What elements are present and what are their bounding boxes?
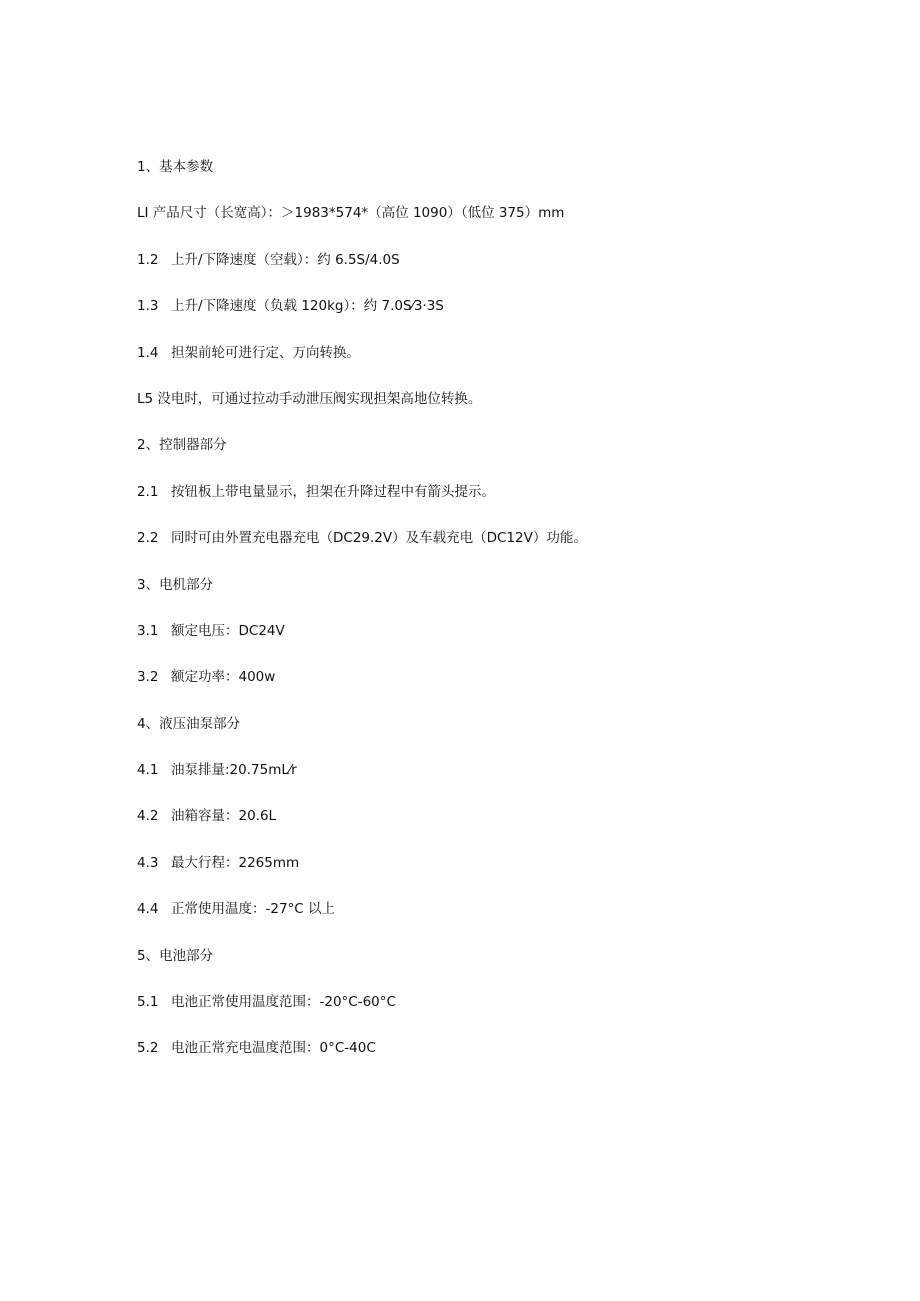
line-number: 2.2 [137,530,159,547]
line-text: 额定电压：DC24V [171,622,285,639]
line-text: 上升/下降速度（空载）：约 6.5S/4.0S [171,251,400,268]
line-text: 按钮板上带电量显示，担架在升降过程中有箭头提示。 [171,483,495,500]
line-number: 1.4 [137,344,159,361]
spec-line [137,621,837,667]
line-number: 5.2 [137,1040,159,1057]
line-number: 2.1 [137,483,159,500]
line-number: 1.2 [137,251,159,268]
spec-line [137,250,837,296]
line-number: 1.3 [137,298,159,315]
line-text: 3、电机部分 [137,576,214,593]
spec-line [137,853,837,899]
section-heading [137,575,837,621]
line-text: 最大行程：2265mm [171,854,300,871]
spec-line [137,899,837,945]
line-text: 额定功率：400w [171,669,276,686]
line-text: 电池正常使用温度范围：-20°C-60°C [171,994,396,1011]
spec-line [137,389,837,435]
section-heading [137,157,837,203]
spec-list [137,157,837,1085]
line-text: 4、液压油泵部分 [137,715,241,732]
line-text: 担架前轮可进行定、万向转换。 [171,344,360,361]
line-text: 正常使用温度：-27°C 以上 [171,901,336,918]
spec-line [137,1038,837,1084]
line-number: 5.1 [137,994,159,1011]
section-heading [137,435,837,481]
section-heading [137,714,837,760]
section-heading [137,946,837,992]
spec-line [137,806,837,852]
line-text: L5 没电时，可通过拉动手动泄压阀实现担架高地位转换。 [137,390,482,407]
spec-line [137,203,837,249]
line-number: 4.1 [137,762,159,779]
line-text: 上升/下降速度（负载 120kg）：约 7.0S⁄3·3S [171,298,444,315]
spec-line [137,760,837,806]
line-text: 2、控制器部分 [137,437,227,454]
line-number: 4.4 [137,901,159,918]
line-number: 4.2 [137,808,159,825]
line-text: 1、基本参数 [137,159,214,175]
line-number: 3.2 [137,669,159,686]
line-text: 同时可由外置充电器充电（DC29.2V）及车载充电（DC12V）功能。 [171,530,587,547]
line-text: LI 产品尺寸（长宽高）：＞1983*574*（高位 1090）（低位 375）mm [137,205,565,222]
line-text: 5、电池部分 [137,947,214,964]
spec-line [137,667,837,713]
spec-line [137,343,837,389]
spec-line [137,528,837,574]
line-text: 油箱容量：20.6L [171,808,277,825]
spec-line [137,482,837,528]
spec-line [137,296,837,342]
spec-line [137,992,837,1038]
line-text: 油泵排量:20.75mL⁄r [171,762,297,779]
line-number: 3.1 [137,622,159,639]
line-number: 4.3 [137,854,159,871]
line-text: 电池正常充电温度范围：0°C-40C [171,1040,376,1057]
